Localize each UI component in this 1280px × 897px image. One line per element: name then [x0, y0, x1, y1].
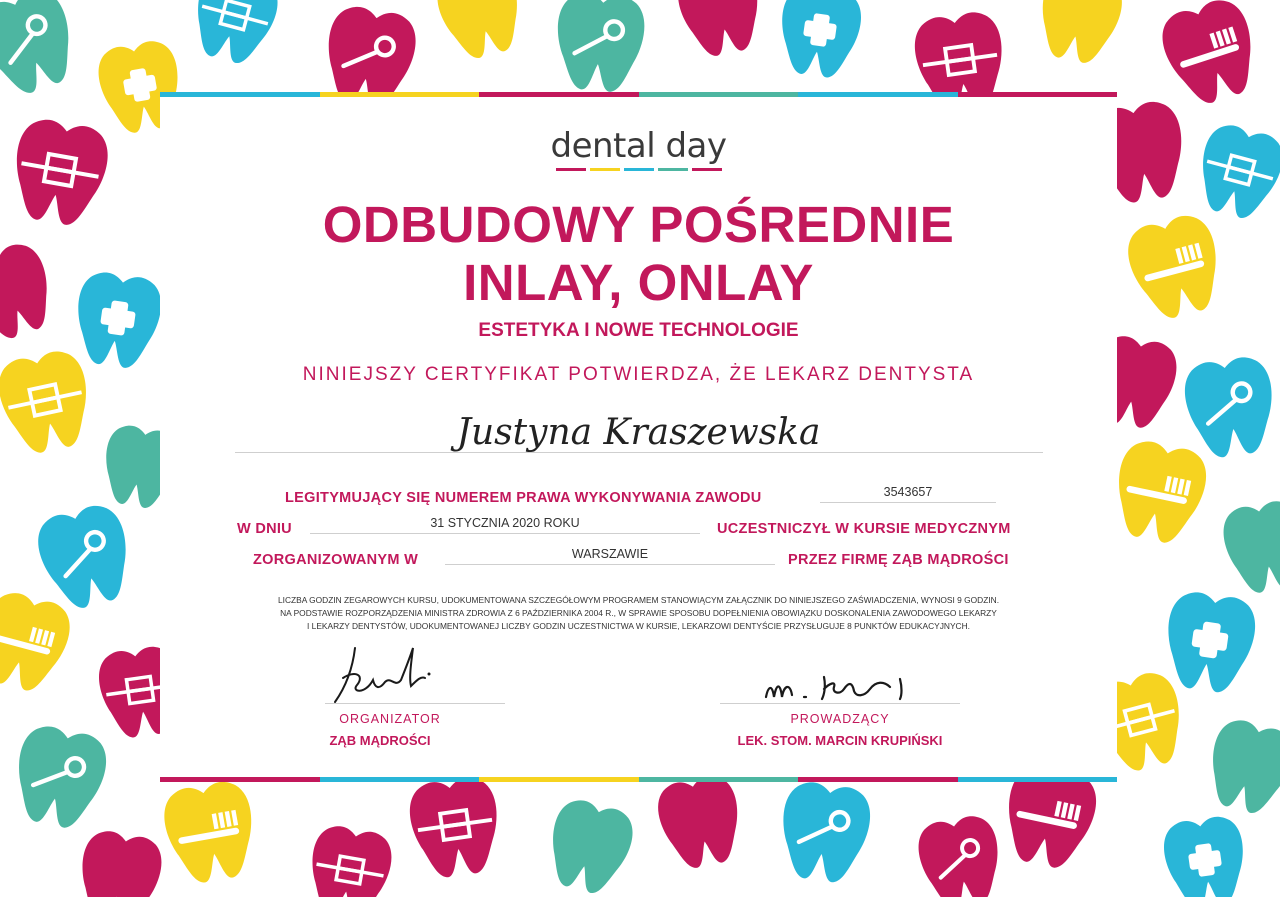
license-number: 3543657 [820, 485, 996, 503]
participated-label: UCZESTNICZYŁ W KURSIE MEDYCZNYM [717, 521, 1011, 537]
fine-print [220, 594, 1057, 633]
fine-print-line-3: I LEKARZY DENTYSTÓW, UDOKUMENTOWANEJ LICZBY GODZIN UCZESTNICTWA W KURSIE, LEKARZOWI DENTYŚCIE PRZYSŁUGUJE 8 PUNKTÓW EDUKACYJNYCH. [307, 621, 970, 631]
fine-print-line-1: LICZBA GODZIN ZEGAROWYCH KURSU, UDOKUMENTOWANA SZCZEGÓŁOWYM PROGRAMEM STANOWIĄCYM ZAŁĄCZNIK DO NINIEJSZEGO ZAŚWIADCZENIA, WYNOSI 9 GODZIN. [277, 595, 1000, 605]
instructor-role: PROWADZĄCY [790, 712, 890, 726]
organized-label: ZORGANIZOWANYM W [253, 552, 419, 568]
date-label: W DNIU [237, 521, 292, 537]
recipient-name: Justyna Kraszewska [456, 412, 821, 453]
company-label: PRZEZ FIRMĘ ZĄB MĄDROŚCI [788, 552, 1009, 568]
organizer-signature [325, 640, 455, 710]
logo-underline [160, 168, 1117, 171]
certificate-title [160, 196, 1117, 312]
instructor-signature-line [720, 703, 960, 704]
instructor-signature [760, 667, 930, 707]
fine-print-line-2: NA PODSTAWIE ROZPORZĄDZENIA MINISTRA ZDROWIA Z 6 PAŹDZIERNIKA 2004 R., W SPRAWIE SPOSOBU DOPEŁNIENIA OBOWIĄZKU DOSKONALENIA ZAWODOWEGO LEKARZY [280, 608, 997, 618]
city-value: WARSZAWIE [445, 547, 775, 565]
organizer-signature-line [325, 703, 505, 704]
title-line-2: INLAY, ONLAY [463, 254, 814, 311]
bottom-accent-bar [160, 777, 1117, 782]
title-line-1: ODBUDOWY POŚREDNIE [322, 196, 955, 253]
dental-day-logo [160, 126, 1117, 171]
certificate-subtitle: ESTETYKA I NOWE TECHNOLOGIE [478, 320, 799, 341]
organizer-role: ORGANIZATOR [339, 712, 441, 726]
date-value: 31 STYCZNIA 2020 ROKU [310, 516, 700, 534]
license-label: LEGITYMUJĄCY SIĘ NUMEREM PRAWA WYKONYWANIA ZAWODU [285, 490, 762, 506]
organizer-name: ZĄB MĄDROŚCI [329, 733, 431, 748]
top-accent-bar [160, 92, 1117, 97]
logo-text: dental day [550, 126, 727, 166]
instructor-name: LEK. STOM. MARCIN KRUPIŃSKI [737, 733, 943, 748]
certificate-panel [160, 92, 1117, 782]
name-underline [235, 452, 1043, 453]
confirmation-text: NINIEJSZY CERTYFIKAT POTWIERDZA, ŻE LEKARZ DENTYSTA [302, 364, 975, 385]
